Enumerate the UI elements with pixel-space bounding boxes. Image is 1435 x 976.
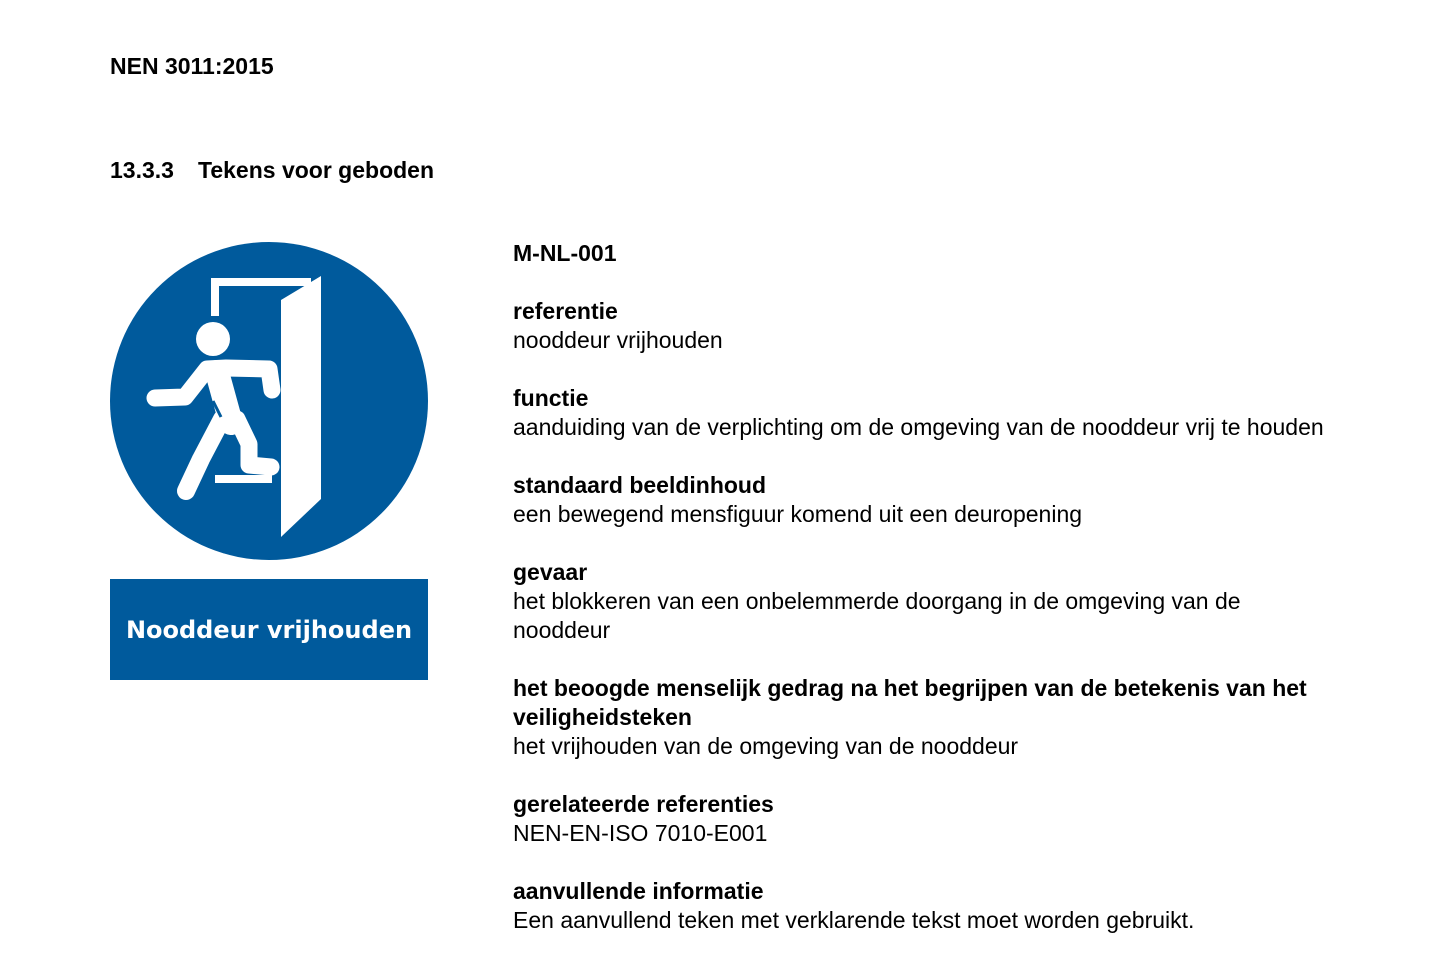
field-aanvullende-informatie [513, 877, 1343, 935]
field-value: nooddeur vrijhouden [513, 327, 723, 353]
field-functie [513, 384, 1343, 442]
field-value: het vrijhouden van de omgeving van de nooddeur [513, 733, 1019, 759]
field-value: aanduiding van de verplichting om de omgeving van de nooddeur vrij te houden [513, 414, 1324, 440]
sign-label-panel [110, 579, 428, 680]
sign-label-text: Nooddeur vrijhouden [125, 615, 413, 644]
door-leaf [281, 276, 321, 537]
field-label: standaard beeldinhoud [513, 472, 767, 498]
field-referentie [513, 297, 1343, 355]
field-standaard-beeldinhoud [513, 471, 1343, 529]
section-heading [110, 156, 434, 184]
field-label: referentie [513, 298, 618, 324]
emergency-door-sign-icon [109, 241, 429, 561]
field-value: een bewegend mensfiguur komend uit een deuropening [513, 501, 1083, 527]
field-beoogde-gedrag [513, 674, 1343, 761]
sign-info [513, 239, 1343, 964]
field-label: aanvullende informatie [513, 878, 764, 904]
field-gerelateerde-referenties [513, 790, 1343, 848]
field-label: functie [513, 385, 589, 411]
field-label: gevaar [513, 559, 588, 585]
field-gevaar [513, 558, 1343, 645]
person-head [196, 322, 230, 356]
section-title: Tekens voor geboden [198, 157, 435, 183]
field-value: NEN-EN-ISO 7010-E001 [513, 820, 768, 846]
section-number: 13.3.3 [110, 157, 174, 183]
sign-code: M-NL-001 [513, 240, 617, 266]
field-label: gerelateerde referenties [513, 791, 774, 817]
document-standard: NEN 3011:2015 [110, 53, 274, 79]
field-value: Een aanvullend teken met verklarende tekst moet worden gebruikt. [513, 907, 1195, 933]
field-label: het beoogde menselijk gedrag na het begrijpen van de betekenis van het veiligheidsteken [513, 675, 1307, 730]
field-value: het blokkeren van een onbelemmerde doorgang in de omgeving van de nooddeur [513, 588, 1241, 643]
